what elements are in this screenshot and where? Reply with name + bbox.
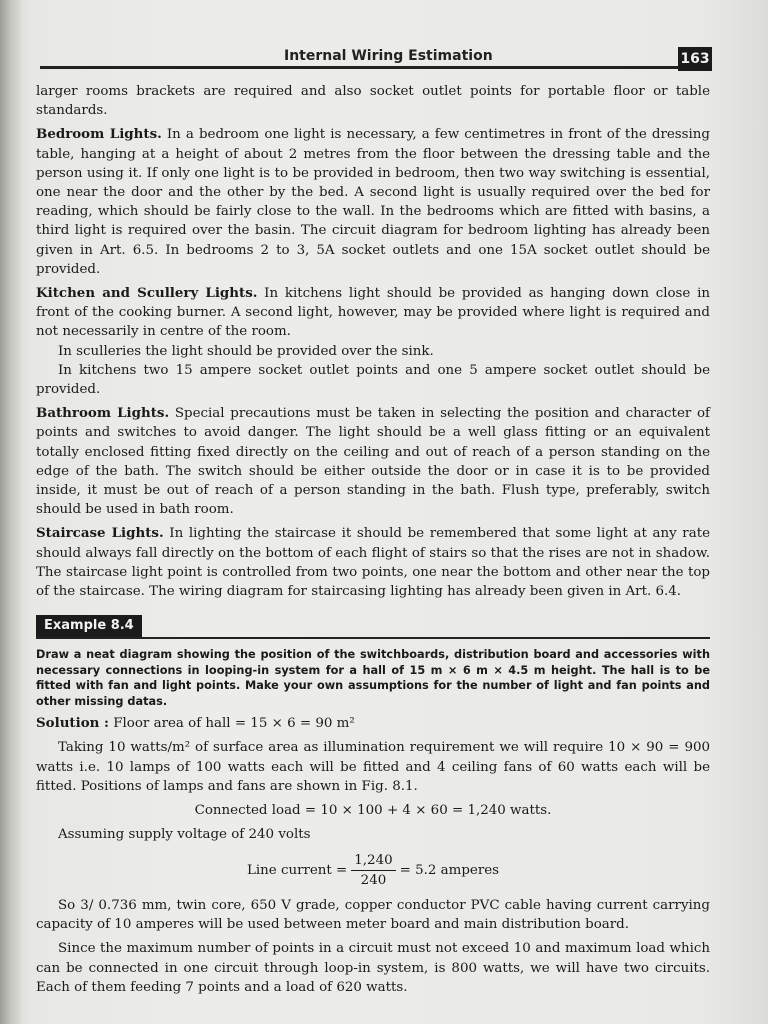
equation-connected-load: Connected load = 10 × 100 + 4 × 60 = 1,240 watts. (194, 803, 552, 819)
solution-line (36, 714, 710, 733)
fraction-denominator: 240 (360, 872, 387, 888)
fraction (351, 851, 395, 890)
paragraph-scullery: In sculleries the light should be provided over the sink. (58, 343, 434, 359)
line-current-label: Line current = (246, 862, 348, 878)
header-rule (40, 66, 680, 69)
paragraph-kitchen-sockets: In kitchens two 15 ampere socket outlet points and one 5 ampere socket outlet should be provided. (36, 362, 710, 398)
paragraph-supply-voltage: Assuming supply voltage of 240 volts (58, 827, 311, 843)
fraction-numerator: 1,240 (351, 851, 395, 871)
page-spine-shadow (0, 0, 22, 1024)
paragraph-intro: larger rooms brackets are required and also socket outlet points for portable floor or table standards. (36, 84, 710, 119)
paragraph-cable: So 3/ 0.736 mm, twin core, 650 V grade, copper conductor PVC cable having current carrying capacity of 10 amperes will be used between meter board and main distribution board. (36, 897, 710, 933)
paragraph-staircase (36, 524, 710, 601)
heading-staircase-lights: Staircase Lights. (36, 525, 164, 542)
paragraph-illumination: Taking 10 watts/m² of surface area as illumination requirement we will require 10 × 90 = 900 watts i.e. 10 lamps of 100 watts each will be fitted and 4 ceiling fans of 60 watts each will be fitted. Positions of lamps and fans are shown in Fig. 8.1. (36, 740, 710, 794)
example-problem: Draw a neat diagram showing the position of the switchboards, distribution board and accessories with necessary connections in looping-in system for a hall of 15 m × 6 m × 4.5 m height. The hall is to be fitted with fan and light points. Make your own assumptions for the number of light and fan points and other missing datas. (36, 648, 710, 708)
running-header (40, 44, 712, 74)
example-label: Example 8.4 (36, 615, 142, 637)
paragraph-bedroom (36, 125, 710, 279)
solution-floor-area: Floor area of hall = 15 × 6 = 90 m² (108, 716, 355, 732)
solution-label: Solution : (36, 715, 109, 732)
page-number: 163 (678, 47, 712, 71)
line-current-result: = 5.2 amperes (399, 862, 500, 878)
example-rule (36, 637, 710, 639)
staircase-text: In lighting the staircase it should be remembered that some light at any rate should always fall directly on the bottom of each flight of stairs so that the rises are not in shadow. The staircase light point is controlled from two points, one near the bottom and other near the top of the staircase. The wiring diagram for staircasing lighting has already been given in Art. 6.4. (36, 526, 710, 600)
example-header (36, 613, 710, 643)
heading-bedroom-lights: Bedroom Lights. (36, 126, 162, 143)
bathroom-text: Special precautions must be taken in selecting the position and character of points and switches to avoid danger. The light should be a well glass fitting or an equivalent totally enclosed fitting fixed directly on the ceiling and out of reach of a person standing on the edge of the bath. The switch should be either outside the door or in case it is to be provided inside, it must be out of reach of a person standing in the bath. Flush type, preferably, switch should be used in bath room. (36, 406, 711, 518)
heading-kitchen-lights: Kitchen and Scullery Lights. (36, 285, 258, 302)
kitchen-text: In kitchens light should be provided as hanging down close in front of the cooking burner. A second light, however, may be provided where light is required and not necessarily in centre of the room. (36, 286, 711, 340)
paragraph-bathroom (36, 404, 710, 519)
header-title: Internal Wiring Estimation (284, 48, 493, 64)
equation-line-current (36, 851, 710, 890)
heading-bathroom-lights: Bathroom Lights. (36, 405, 170, 422)
paragraph-kitchen (36, 284, 710, 342)
page-body (36, 82, 710, 1002)
paragraph-circuits: Since the maximum number of points in a circuit must not exceed 10 and maximum load which can be connected in one circuit through loop-in system, is 800 watts, we will have two circuits. Each of them feeding 7 points and a load of 620 watts. (36, 941, 710, 995)
bedroom-text: In a bedroom one light is necessary, a few centimetres in front of the dressing table, hanging at a height of about 2 metres from the floor between the dressing table and the person using it. If only one light is to be provided in bedroom, then two way switching is essential, one near the door and the other by the bed. A second light is usually required over the bed for reading, which should be fairly close to the wall. In the bedrooms which are fitted with basins, a third light is required over the basin. The circuit diagram for bedroom lighting has already been given in Art. 6.5. In bedrooms 2 to 3, 5A socket outlets and one 15A socket outlet should be provided. (36, 127, 710, 277)
